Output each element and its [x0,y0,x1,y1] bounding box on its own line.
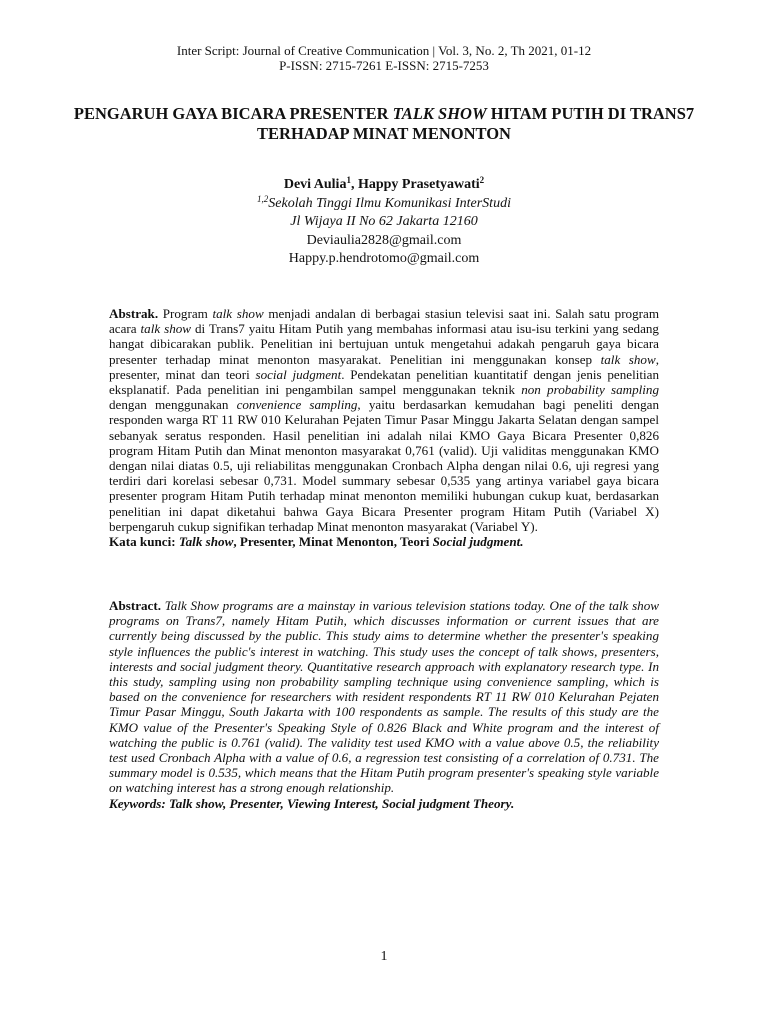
email-1[interactable]: Deviaulia2828@gmail.com [306,232,462,248]
abstract-id-text: Program [158,306,213,321]
affiliation-sup: 1,2 [257,193,269,204]
author-2-sup: 2 [479,175,485,185]
abstract-id-text: , presenter, minat dan teori [109,351,659,382]
abstract-en-text: Talk Show programs are a mainstay in various television stations today. One of the talk show programs on Trans7, namely Hitam Putih, which discusses information or current issues that are currently being discussed by the public. This study aims to determine whether the presenter's speaking style influences the public's interest in watching. This study uses the concept of talk shows, presenters, interests and social judgment theory. Quantitative research approach with explanatory research type. In this study, sampling using non probability sampling technique using convenience sampling, which is based on the convenience for researchers with resident respondents RT 11 RW 010 Kelurahan Pejaten Timur Pasar Minggu, South Jakarta with 100 respondents as sample. The results of this study are the KMO value of the Presenter's Speaking Style of 0.826 Black and White program and the interest of watching the public is 0.761 (valid). The validity test used KMO with a value above 0.5, the reliability test used Cronbach Alpha with a value of 0.6, a regression test consisting of a correlation of 0.731. The summary model is 0.535, which means that the Hitam Putih program presenter's speaking style variable on watching interest has a strong enough relationship. [109,598,659,796]
abstract-id-italic: non probability sampling [521,382,659,398]
abstract-id-text: , yaitu berdasarkan kemudahan bagi peneliti dengan responden warga RT 11 RW 010 Kelurahan Pejaten Timur Pasar Minggu Jakarta Selatan dengan sampel sebanyak seratus responden. Hasil penelitian ini adalah nilai KMO Gaya Bicara Presenter 0,826 program Hitam Putih dan Minat menonton masyarakat 0,761 (valid). Uji validitas menggunakan KMO dengan nilai diatas 0.5, uji reliabilitas menggunakan Cronbach Alpha dengan nilai 0.6, uji regresi yang terdiri dari korelasi sebesar 0,731. Model summary sebesar 0,535 yang artinya variabel gaya bicara presenter program Hitam Putih terhadap minat menonton memiliki hubungan cukup kuat, berdasarkan penelitian ini dapat diketahui bahwa Gaya Bicara Presenter program Hitam Putih (Variabel X) berpengaruh cukup signifikan terhadap Minat menonton masyarakat (Variabel Y). [109,397,659,534]
abstract-id-label: Abstrak. [109,306,159,321]
email-2[interactable]: Happy.p.hendrotomo@gmail.com [288,251,480,266]
kata-kunci-italic: Social judgment. [432,534,524,550]
kata-kunci [109,534,659,549]
abstract-english [109,598,659,811]
page-number: 1 [380,949,388,964]
affiliation [0,195,768,214]
author-separator: , [350,177,358,192]
title-part1: PENGARUH GAYA BICARA PRESENTER [73,104,393,123]
journal-issn: P-ISSN: 2715-7261 E-ISSN: 2715-7253 [279,58,489,73]
abstract-en-label: Abstract. [109,598,161,613]
author-1-sup: 1 [346,175,351,185]
title-part2: HITAM PUTIH DI TRANS7 TERHADAP MINAT MENONTON [257,104,695,143]
kata-kunci-italic: Talk show [178,534,234,550]
address: Jl Wijaya II No 62 Jakarta 12160 [290,214,478,229]
author-1: Devi Aulia [283,177,347,192]
author-block [0,176,768,269]
keywords: Keywords: Talk show, Presenter, Viewing Interest, Social judgment Theory. [109,795,515,811]
affiliation-name: Sekolah Tinggi Ilmu Komunikasi InterStudi [268,195,511,211]
paper-title [60,104,708,144]
abstract-id-text: di Trans7 yaitu Hitam Putih yang membahas informasi atau isu-isu terkini yang sedang hangat dibicarakan publik. Penelitian ini bertujuan untuk mengetahui adakah pengaruh gaya bicara presenter terhadap minat menonton masyarakat. Penelitian ini menggunakan konsep [109,321,659,367]
abstract-id-italic: talk show [140,321,192,337]
kata-kunci-label: Kata kunci: [109,534,179,550]
abstract-indonesian [109,306,659,549]
abstract-id-italic: social judgment [255,366,342,382]
title-italic: TALK SHOW [392,104,487,123]
kata-kunci-text: , Presenter, Minat Menonton, Teori [233,534,433,550]
abstract-id-text: menjadi andalan di berbagai stasiun televisi saat ini. Salah satu program acara [109,306,660,337]
abstract-id-text: . Pendekatan penelitian kuantitatif dengan jenis penelitian eksplanatif. Pada penelitian ini pengambilan sampel menggunakan teknik [109,366,659,398]
author-names [0,176,768,195]
abstract-id-italic: convenience sampling [236,397,358,413]
abstract-id-text: dengan menggunakan [109,397,237,413]
abstract-id-italic: talk show [212,306,264,321]
abstract-id-italic: talk show [600,351,656,367]
author-2: Happy Prasetyawati [357,177,480,192]
journal-citation: Inter Script: Journal of Creative Communication | Vol. 3, No. 2, Th 2021, 01-12 [176,43,592,58]
